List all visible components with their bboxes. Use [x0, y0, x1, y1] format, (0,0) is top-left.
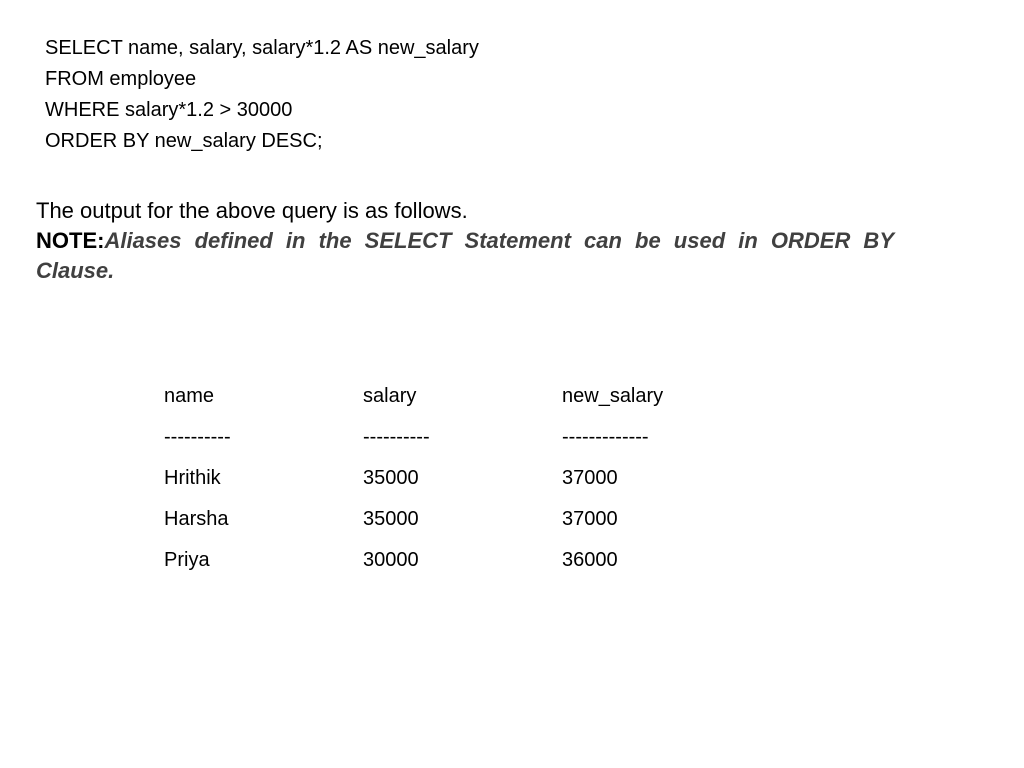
- table-row: [164, 540, 722, 581]
- separator-name: ----------: [164, 426, 231, 448]
- cell-new-salary: 37000: [562, 508, 618, 530]
- note: [36, 226, 894, 286]
- result-table: [164, 376, 722, 581]
- output-description: The output for the above query is as follows.: [36, 198, 468, 223]
- header-new-salary: new_salary: [562, 385, 664, 407]
- sql-line-from: FROM employee: [45, 68, 197, 90]
- cell-name: Priya: [164, 549, 210, 571]
- cell-salary: 30000: [363, 549, 419, 571]
- cell-new-salary: 37000: [562, 467, 618, 489]
- sql-line-select: SELECT name, salary, salary*1.2 AS new_salary: [45, 37, 479, 59]
- sql-query: [45, 33, 479, 157]
- cell-name: Harsha: [164, 508, 229, 530]
- sql-line-where: WHERE salary*1.2 > 30000: [45, 99, 293, 121]
- table-row: [164, 499, 722, 540]
- header-salary: salary: [363, 385, 417, 407]
- cell-new-salary: 36000: [562, 549, 618, 571]
- cell-salary: 35000: [363, 467, 419, 489]
- header-name: name: [164, 385, 215, 407]
- cell-name: Hrithik: [164, 467, 221, 489]
- result-header-row: [164, 376, 722, 417]
- note-label: NOTE:: [36, 228, 105, 253]
- cell-salary: 35000: [363, 508, 419, 530]
- sql-line-order-by: ORDER BY new_salary DESC;: [45, 130, 323, 152]
- table-row: [164, 458, 722, 499]
- separator-salary: ----------: [363, 426, 430, 448]
- result-separator-row: [164, 417, 722, 458]
- explanation: [36, 196, 894, 286]
- note-text: Aliases defined in the SELECT Statement can be used in ORDER BY Clause.: [36, 228, 894, 283]
- separator-new-salary: -------------: [562, 426, 649, 448]
